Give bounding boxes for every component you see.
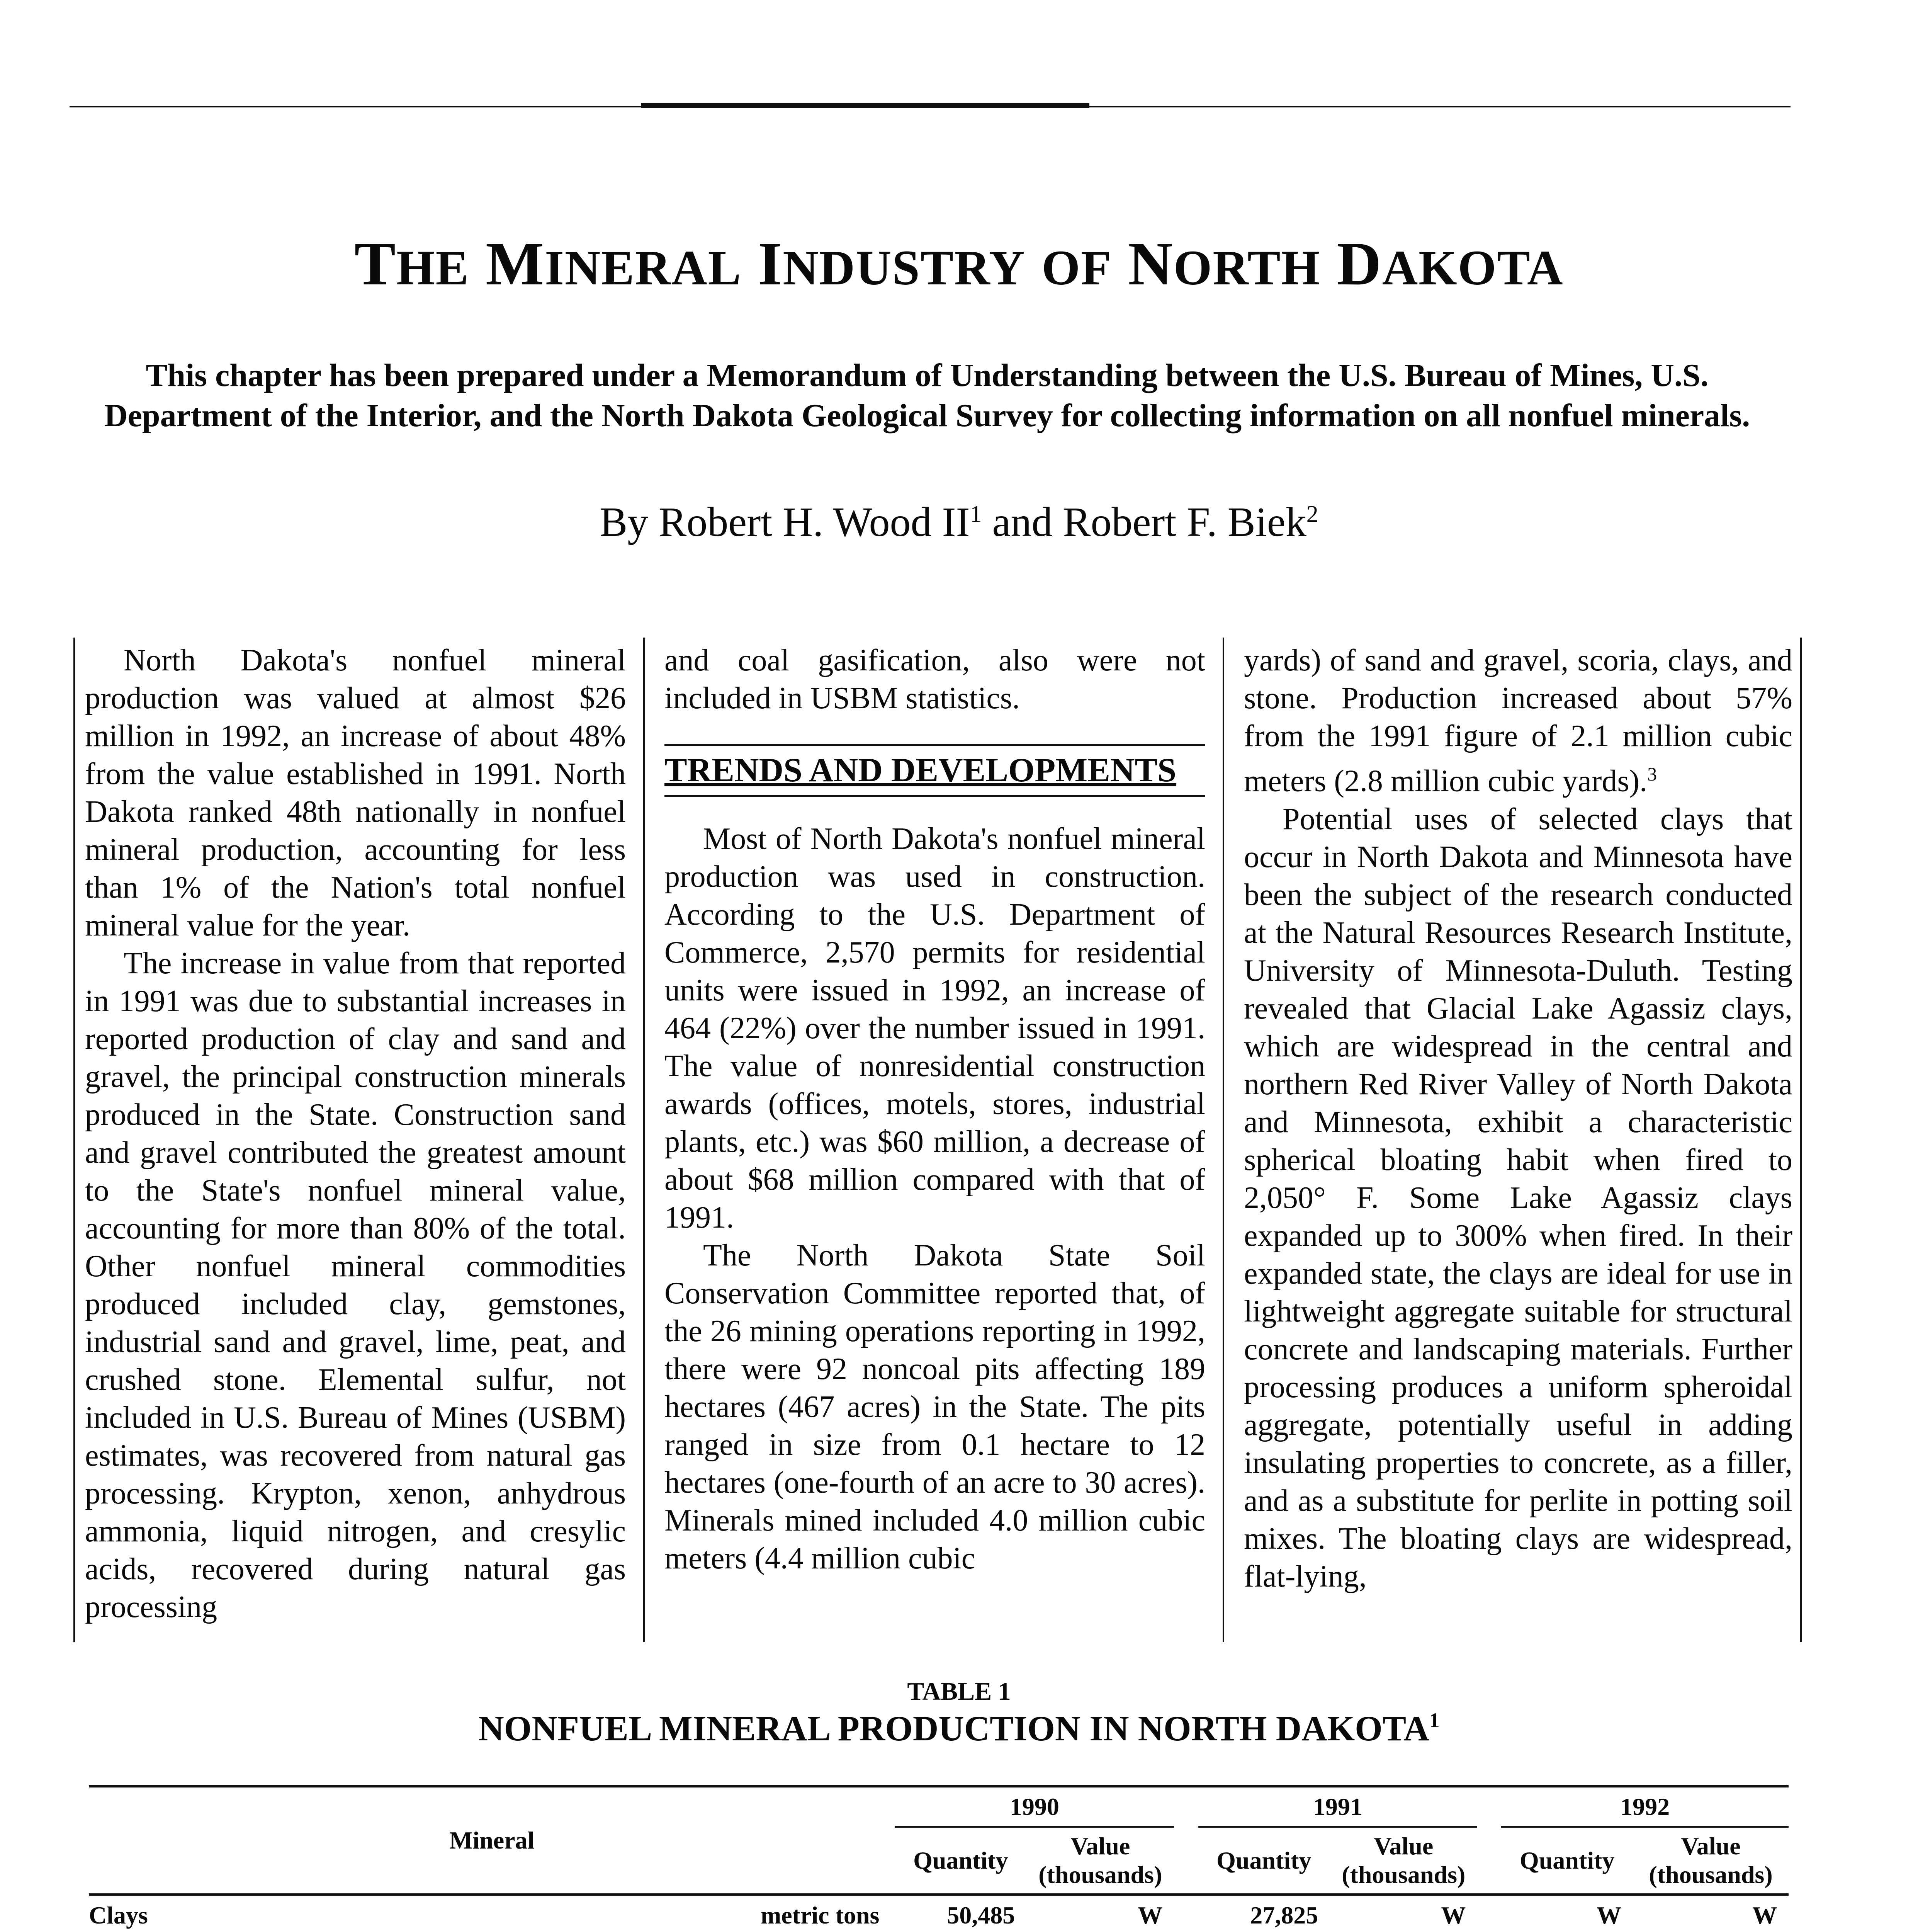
column-header-value: Value (thousands) xyxy=(1330,1827,1477,1895)
paragraph: Most of North Dakota's nonfuel mineral production was used in construction. According to the U.S. Department of Commerce, 2,570 permits for residential units were issued in 1992, an increase of 464 (22%) over the number issued in 1991. The value of nonresidential construction awards (offices, motels, stores, industrial plants, etc.) was $60 million, a decrease of about $68 million compared with that of 1991. xyxy=(664,822,1205,1235)
column-header-quantity: Quantity xyxy=(1198,1827,1330,1895)
paragraph: The North Dakota State Soil Conservation Committee reported that, of the 26 mining operations reporting in 1992, there were 92 noncoal pits affecting 189 hectares (467 acres) in the State. The pits ranged in size from 0.1 hectare to 12 hectares (one-fourth of an acre to 30 acres). Minerals mined included 4.0 million cubic meters (4.4 million cubic xyxy=(664,1238,1205,1575)
table-header-years xyxy=(89,1786,1789,1827)
page-title: THE MINERAL INDUSTRY OF NORTH DAKOTA xyxy=(354,229,1564,298)
paragraph: North Dakota's nonfuel mineral production was valued at almost $26 million in 1992, an increase of about 48% from the value established in 1991. North Dakota ranked 48th nationally in nonfuel mineral production, accounting for less than 1% of the Nation's total nonfuel mineral value for the year. xyxy=(85,643,626,942)
column-header-value: Value (thousands) xyxy=(1026,1827,1174,1895)
year-header: 1992 xyxy=(1501,1786,1789,1827)
table-label: TABLE 1 xyxy=(907,1677,1011,1706)
text-column-2 xyxy=(664,641,1205,1646)
column-header-value: Value (thousands) xyxy=(1633,1827,1789,1895)
year-header: 1991 xyxy=(1198,1786,1477,1827)
column-divider xyxy=(1800,638,1802,1642)
column-divider xyxy=(643,638,645,1642)
text-column-3 xyxy=(1244,641,1792,1646)
table-row: Clays metric tons 50,485 W 27,825 W W W xyxy=(89,1901,1777,1929)
column-divider xyxy=(1223,638,1224,1642)
column-header-mineral: Mineral xyxy=(89,1786,895,1895)
paragraph: and coal gasification, also were not included in USBM statistics. xyxy=(664,643,1205,715)
column-header-quantity: Quantity xyxy=(1501,1827,1633,1895)
text-column-1 xyxy=(85,641,626,1646)
chapter-note: This chapter has been prepared under a Memorandum of Understanding between the U.S. Bureau of Mines, U.S. Department of the Interior, and the North Dakota Geological Survey for collecting information on all nonfuel minerals. xyxy=(104,357,1750,434)
section-heading: TRENDS AND DEVELOPMENTS xyxy=(664,744,1205,797)
header-rule-accent xyxy=(641,103,1089,108)
paragraph: yards) of sand and gravel, scoria, clays, and stone. Production increased about 57% from the 1991 figure of 2.1 million cubic meters (2.8 million cubic yards).$^3$ xyxy=(1244,643,1792,798)
paragraph: The increase in value from that reported in 1991 was due to substantial increases in reported production of clay and sand and gravel, the principal construction minerals produced in the State. Construction sand and gravel contributed the greatest amount to the State's nonfuel mineral value, accounting for more than 80% of the total. Other nonfuel mineral commodities produced included clay, gemstones, industrial sand and gravel, lime, peat, and crushed stone. Elemental sulfur, not included in U.S. Bureau of Mines (USBM) estimates, was recovered from natural gas processing. Krypton, xenon, anhydrous ammonia, liquid nitrogen, and cresylic acids, recovered during natural gas processing xyxy=(85,946,626,1624)
paragraph: Potential uses of selected clays that occur in North Dakota and Minnesota have been the subject of the research conducted at the Natural Resources Research Institute, University of Minnesota-Duluth. Testing revealed that Glacial Lake Agassiz clays, which are widespread in the central and northern Red River Valley of North Dakota and Minnesota, exhibit a characteristic spherical bloating habit when fired to 2,050° F. Some Lake Agassiz clays expanded up to 300% when fired. In their expanded state, the clays are ideal for use in lightweight aggregate suitable for structural concrete and landscaping materials. Further processing produces a uniform spheroidal aggregate, potentially useful in adding insulating properties to concrete, as a filler, and as a substitute for perlite in potting soil mixes. The bloating clays are widespread, flat-lying, xyxy=(1244,802,1792,1594)
column-divider xyxy=(73,638,75,1642)
year-header: 1990 xyxy=(895,1786,1174,1827)
byline: By Robert H. Wood $II^1$ and Robert F. Biek$^2$ xyxy=(600,499,1318,545)
table-title: NONFUEL MINERAL PRODUCTION IN NORTH DAKOTA$^1$ xyxy=(478,1709,1440,1748)
column-header-quantity: Quantity xyxy=(895,1827,1026,1895)
production-table xyxy=(89,1785,1789,1932)
